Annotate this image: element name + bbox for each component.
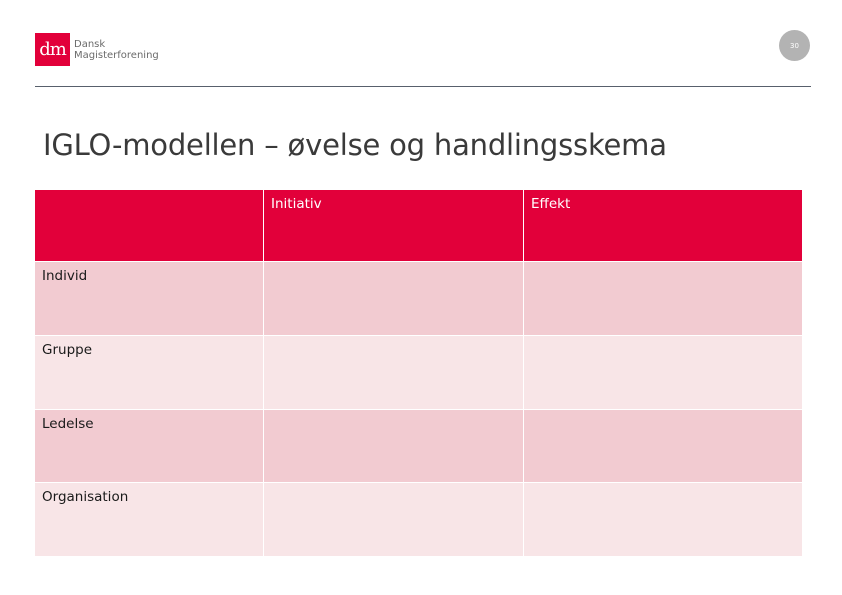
dm-logo xyxy=(35,33,159,66)
cell-individ-initiativ[interactable] xyxy=(264,262,523,335)
dm-logo-text xyxy=(74,39,159,61)
header-divider xyxy=(35,86,811,87)
row-label-gruppe: Gruppe xyxy=(35,336,263,409)
row-label-organisation: Organisation xyxy=(35,483,263,556)
row-label-ledelse: Ledelse xyxy=(35,410,263,482)
cell-ledelse-effekt[interactable] xyxy=(524,410,802,482)
slide-title: IGLO-modellen – øvelse og handlingsskema xyxy=(43,128,667,162)
cell-gruppe-initiativ[interactable] xyxy=(264,336,523,409)
dm-logo-mark: dm xyxy=(35,33,70,66)
table-header-empty xyxy=(35,190,263,261)
table-header-initiativ: Initiativ xyxy=(264,190,523,261)
page-number-badge: 30 xyxy=(779,30,810,61)
cell-ledelse-initiativ[interactable] xyxy=(264,410,523,482)
cell-gruppe-effekt[interactable] xyxy=(524,336,802,409)
table-header-effekt: Effekt xyxy=(524,190,802,261)
logo-line-1: Dansk xyxy=(74,38,106,50)
row-label-individ: Individ xyxy=(35,262,263,335)
cell-organisation-initiativ[interactable] xyxy=(264,483,523,556)
action-table xyxy=(35,190,802,558)
cell-individ-effekt[interactable] xyxy=(524,262,802,335)
cell-organisation-effekt[interactable] xyxy=(524,483,802,556)
logo-line-2: Magisterforening xyxy=(74,49,159,61)
